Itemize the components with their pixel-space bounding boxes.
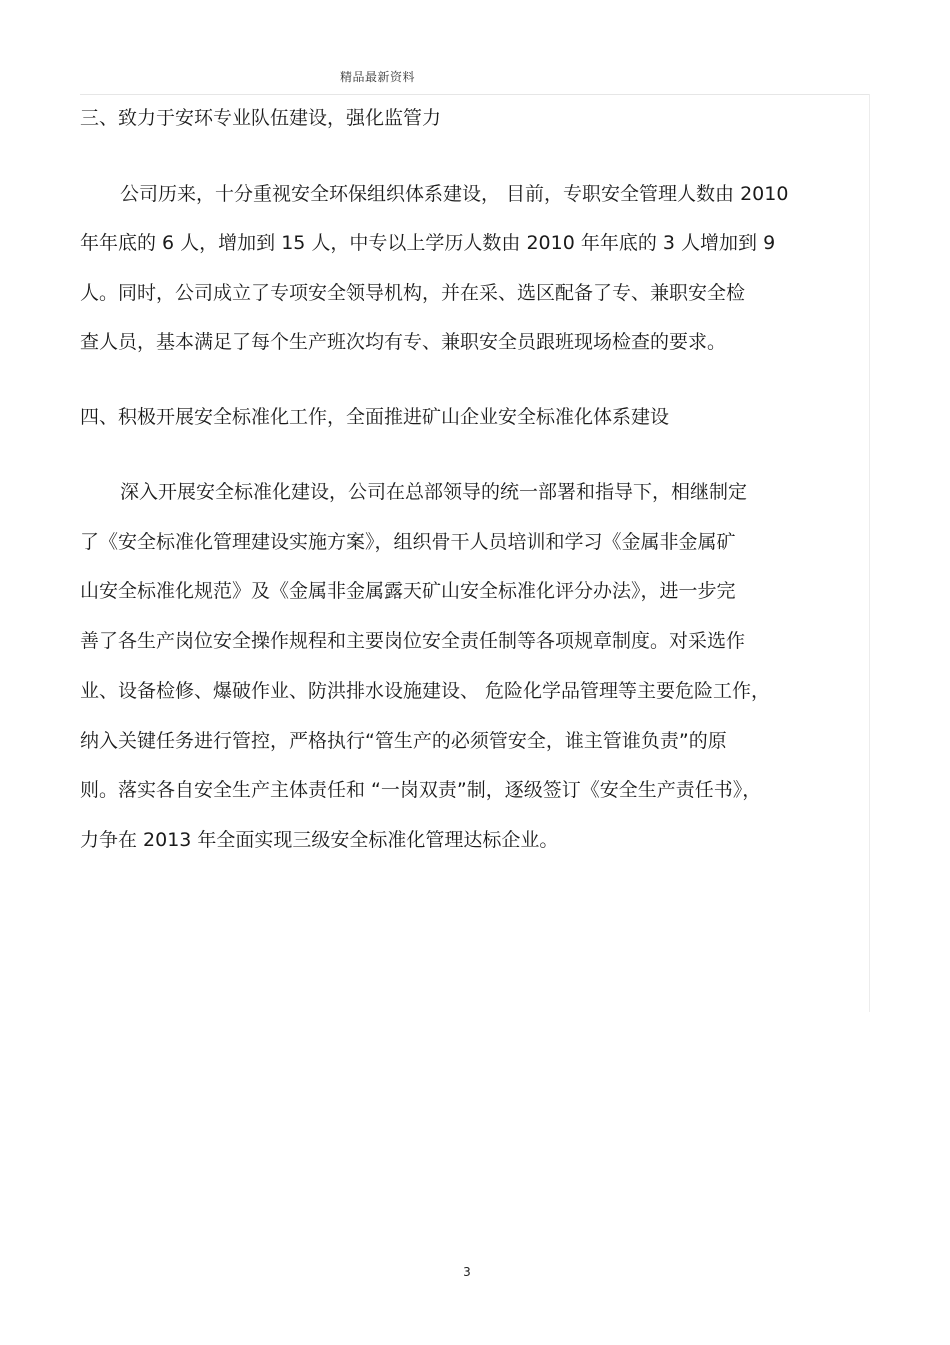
section-4-paragraph-line: 力争在 2013 年全面实现三级安全标准化管理达标企业。 [80, 829, 559, 851]
section-4-heading: 四、积极开展安全标准化工作，全面推进矿山企业安全标准化体系建设 [80, 406, 670, 428]
section-4-paragraph-line: 善了各生产岗位安全操作规程和主要岗位安全责任制等各项规章制度。对采选作 [80, 630, 746, 652]
section-3-paragraph-line: 公司历来，十分重视安全环保组织体系建设， 目前，专职安全管理人数由 2010 [120, 183, 789, 205]
header-divider [80, 94, 870, 95]
section-4-paragraph-line: 深入开展安全标准化建设，公司在总部领导的统一部署和指导下，相继制定 [120, 481, 748, 503]
section-3-paragraph-line: 查人员，基本满足了每个生产班次均有专、兼职安全员跟班现场检查的要求。 [80, 331, 727, 353]
section-3-paragraph-line: 年年底的 6 人，增加到 15 人，中专以上学历人数由 2010 年年底的 3 人增加到 9 [80, 232, 776, 254]
section-3-paragraph-line: 人。同时，公司成立了专项安全领导机构，并在采、选区配备了专、兼职安全检 [80, 282, 746, 304]
right-margin-rule [869, 94, 870, 1012]
section-4-paragraph-line: 了《安全标准化管理建设实施方案》，组织骨干人员培训和学习《金属非金属矿 [80, 531, 736, 553]
page-number: 3 [463, 1265, 471, 1279]
section-4-paragraph-line: 业、设备检修、爆破作业、防洪排水设施建设、 危险化学品管理等主要危险工作， [80, 680, 771, 702]
page-header-label: 精品最新资料 [340, 70, 416, 84]
section-4-paragraph-line: 山安全标准化规范》及《金属非金属露天矿山安全标准化评分办法》，进一步完 [80, 580, 736, 602]
section-4-paragraph-line: 则。落实各自安全生产主体责任和 “一岗双责”制，逐级签订《安全生产责任书》， [80, 779, 762, 801]
section-4-paragraph-line: 纳入关键任务进行管控，严格执行“管生产的必须管安全，谁主管谁负责”的原 [80, 730, 727, 752]
section-3-heading: 三、致力于安环专业队伍建设，强化监管力 [80, 107, 442, 129]
